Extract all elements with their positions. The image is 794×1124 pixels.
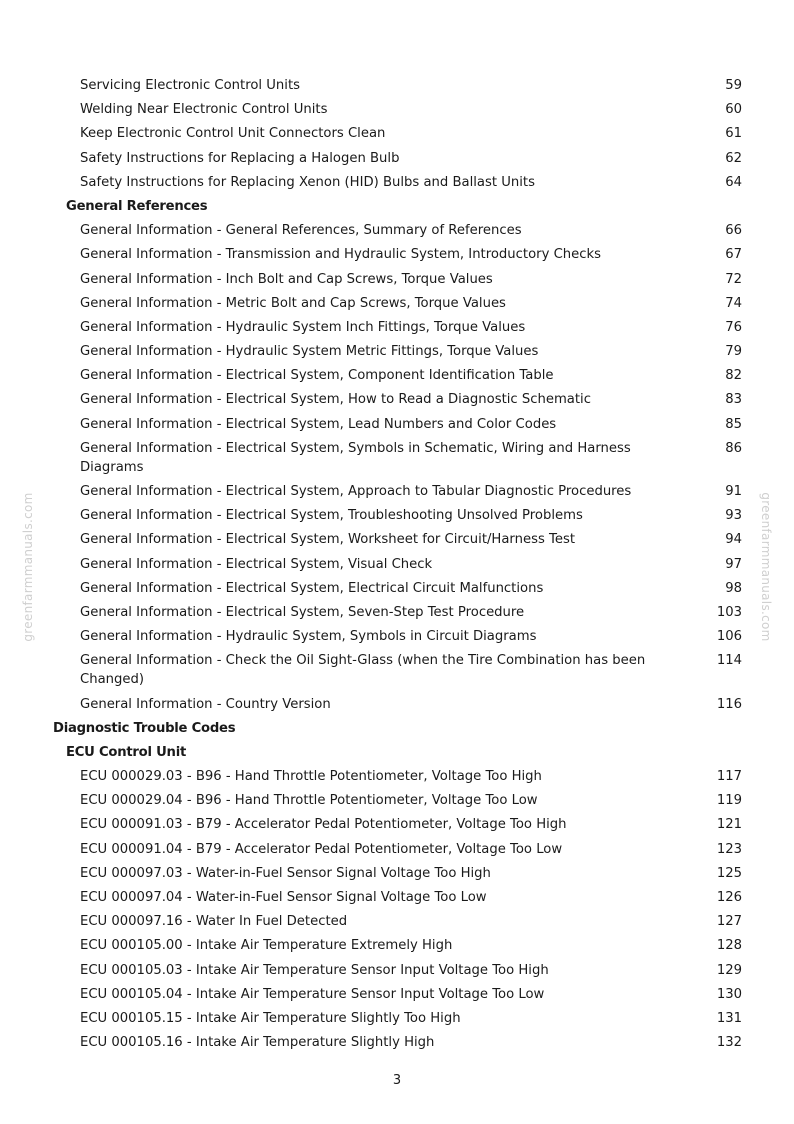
toc-entry-title: General Information - Electrical System, Component Identification Table [80, 368, 554, 384]
watermark-right: greenfarmmanuals.com [759, 492, 773, 642]
toc-entry-title: General Information - General References, Summary of References [80, 223, 522, 239]
toc-entry-title: ECU 000105.00 - Intake Air Temperature Extremely High [80, 938, 453, 954]
toc-entry-page: 93 [725, 508, 742, 524]
toc-entry-title: Welding Near Electronic Control Units [80, 102, 328, 118]
toc-entry-title: Diagnostic Trouble Codes [53, 720, 236, 736]
toc-entry[interactable] [0, 627, 794, 646]
toc-entry-page: 83 [725, 392, 742, 408]
toc-entry-page: 128 [716, 938, 742, 954]
toc-entry-page: 62 [725, 150, 742, 166]
toc-entry-title: ECU 000105.16 - Intake Air Temperature Slightly High [80, 1035, 435, 1051]
toc-entry[interactable] [0, 173, 794, 192]
toc-entry[interactable] [0, 270, 794, 289]
toc-entry[interactable] [0, 124, 794, 143]
toc-entry-page: 61 [725, 126, 742, 142]
toc-entry[interactable] [0, 961, 794, 980]
toc-entry-title: General Information - Electrical System, Seven-Step Test Procedure [80, 604, 525, 620]
toc-entry-page: 79 [725, 344, 742, 360]
toc-entry[interactable] [0, 221, 794, 240]
toc-entry[interactable] [0, 390, 794, 409]
toc-entry-page: 86 [725, 440, 742, 456]
toc-entry-title: General Information - Transmission and Hydraulic System, Introductory Checks [80, 247, 602, 263]
toc-entry-title: General Information - Electrical System, Troubleshooting Unsolved Problems [80, 508, 583, 524]
toc-entry-page: 94 [725, 532, 742, 548]
toc-entry[interactable] [0, 985, 794, 1004]
toc-entry-page: 117 [716, 769, 742, 785]
toc-entry-page: 127 [716, 914, 742, 930]
toc-entry-page: 64 [725, 174, 742, 190]
toc-entry-title: General Information - Electrical System, Electrical Circuit Malfunctions [80, 580, 544, 596]
toc-entry-title: ECU 000029.04 - B96 - Hand Throttle Potentiometer, Voltage Too Low [80, 793, 538, 809]
toc-entry-page: 76 [725, 319, 742, 335]
toc-entry-page: 106 [716, 629, 742, 645]
toc-entry-title: General Information - Hydraulic System Metric Fittings, Torque Values [80, 344, 539, 360]
toc-entry-title: General Information - Electrical System, Symbols in Schematic, Wiring and Harness Diagrams [80, 440, 631, 475]
page-number: 3 [392, 1073, 402, 1088]
toc-entry[interactable] [0, 149, 794, 168]
toc-entry-page: 123 [716, 841, 742, 857]
toc-entry-page: 67 [725, 247, 742, 263]
toc-entry[interactable] [0, 530, 794, 549]
toc-entry[interactable] [0, 342, 794, 361]
toc-entry-title: ECU 000105.03 - Intake Air Temperature Sensor Input Voltage Too High [80, 962, 549, 978]
toc-entry-title: ECU Control Unit [66, 744, 187, 760]
toc-entry[interactable] [0, 76, 794, 95]
toc-section-heading[interactable] [0, 743, 794, 762]
toc-entry-title: General Information - Electrical System, Visual Check [80, 556, 433, 572]
toc-entry[interactable] [0, 318, 794, 337]
toc-entry-page: 116 [716, 696, 742, 712]
toc-entry-title: Keep Electronic Control Unit Connectors Clean [80, 126, 386, 142]
toc-entry-page: 60 [725, 102, 742, 118]
toc-entry-page: 98 [725, 580, 742, 596]
toc-entry[interactable] [0, 840, 794, 859]
toc-entry-title: Safety Instructions for Replacing a Halogen Bulb [80, 150, 400, 166]
toc-entry-title: ECU 000029.03 - B96 - Hand Throttle Potentiometer, Voltage Too High [80, 769, 542, 785]
toc-entry-title: General Information - Electrical System, Approach to Tabular Diagnostic Procedures [80, 484, 632, 499]
toc-entry-page: 59 [725, 78, 742, 93]
toc-entry-title: ECU 000105.15 - Intake Air Temperature Slightly Too High [80, 1010, 461, 1026]
toc-entry-title: ECU 000091.04 - B79 - Accelerator Pedal Potentiometer, Voltage Too Low [80, 841, 563, 857]
toc-entry-title: ECU 000097.04 - Water-in-Fuel Sensor Signal Voltage Too Low [80, 890, 487, 905]
toc-entry[interactable] [0, 864, 794, 883]
watermark-left: greenfarmmanuals.com [21, 492, 35, 642]
toc-entry-title: General Information - Country Version [80, 696, 331, 712]
toc-entry[interactable] [0, 506, 794, 525]
table-of-contents [0, 76, 794, 1057]
toc-entry-title: General Information - Inch Bolt and Cap Screws, Torque Values [80, 271, 493, 287]
toc-entry[interactable] [0, 791, 794, 810]
toc-entry[interactable] [0, 294, 794, 313]
toc-entry[interactable] [0, 936, 794, 955]
toc-entry-title: ECU 000097.03 - Water-in-Fuel Sensor Signal Voltage Too High [80, 865, 491, 881]
toc-entry[interactable] [0, 100, 794, 119]
toc-entry-page: 126 [716, 890, 742, 905]
toc-entry-title: ECU 000097.16 - Water In Fuel Detected [80, 914, 348, 930]
toc-entry-page: 85 [725, 416, 742, 432]
toc-entry[interactable] [0, 366, 794, 385]
toc-entry[interactable] [0, 695, 794, 714]
toc-entry-page: 125 [716, 865, 742, 881]
toc-entry[interactable] [0, 651, 794, 689]
toc-entry[interactable] [0, 888, 794, 907]
toc-entry-page: 129 [716, 962, 742, 978]
toc-entry[interactable] [0, 603, 794, 622]
toc-entry-page: 119 [716, 793, 742, 809]
toc-entry-page: 121 [716, 817, 742, 833]
toc-entry[interactable] [0, 482, 794, 501]
toc-entry-title: General Information - Metric Bolt and Cap Screws, Torque Values [80, 295, 506, 311]
toc-entry-title: General Information - Electrical System, Lead Numbers and Color Codes [80, 416, 557, 432]
toc-entry[interactable] [0, 555, 794, 574]
toc-entry-page: 114 [716, 653, 742, 669]
toc-entry[interactable] [0, 439, 794, 477]
toc-entry-title: General Information - Electrical System, Worksheet for Circuit/Harness Test [80, 532, 575, 548]
toc-section-heading[interactable] [0, 719, 794, 738]
toc-entry-page: 72 [725, 271, 742, 287]
toc-entry-page: 66 [725, 223, 742, 239]
toc-entry[interactable] [0, 1033, 794, 1052]
toc-entry-title: General Information - Hydraulic System Inch Fittings, Torque Values [80, 319, 526, 335]
toc-entry[interactable] [0, 912, 794, 931]
toc-entry-title: ECU 000091.03 - B79 - Accelerator Pedal Potentiometer, Voltage Too High [80, 817, 567, 833]
toc-entry-title: General Information - Electrical System, How to Read a Diagnostic Schematic [80, 392, 591, 408]
toc-entry-page: 91 [725, 484, 742, 499]
toc-entry[interactable] [0, 245, 794, 264]
toc-entry[interactable] [0, 767, 794, 786]
toc-entry[interactable] [0, 415, 794, 434]
toc-entry-title: General Information - Check the Oil Sight-Glass (when the Tire Combination has been Changed) [80, 653, 646, 688]
toc-entry-title: ECU 000105.04 - Intake Air Temperature Sensor Input Voltage Too Low [80, 986, 545, 1002]
toc-entry-title: Safety Instructions for Replacing Xenon (HID) Bulbs and Ballast Units [80, 174, 535, 190]
toc-entry-page: 97 [725, 556, 742, 572]
toc-entry-title: General Information - Hydraulic System, Symbols in Circuit Diagrams [80, 629, 537, 645]
toc-entry-page: 103 [716, 604, 742, 620]
toc-entry-page: 130 [716, 986, 742, 1002]
toc-entry[interactable] [0, 815, 794, 834]
toc-entry[interactable] [0, 579, 794, 598]
toc-entry-page: 131 [716, 1010, 742, 1026]
toc-section-heading[interactable] [0, 197, 794, 216]
toc-entry-title: General References [66, 198, 208, 214]
toc-entry-page: 82 [725, 368, 742, 384]
toc-entry[interactable] [0, 1009, 794, 1028]
toc-entry-page: 74 [725, 295, 742, 311]
toc-entry-title: Servicing Electronic Control Units [80, 78, 300, 93]
toc-entry-page: 132 [716, 1035, 742, 1051]
